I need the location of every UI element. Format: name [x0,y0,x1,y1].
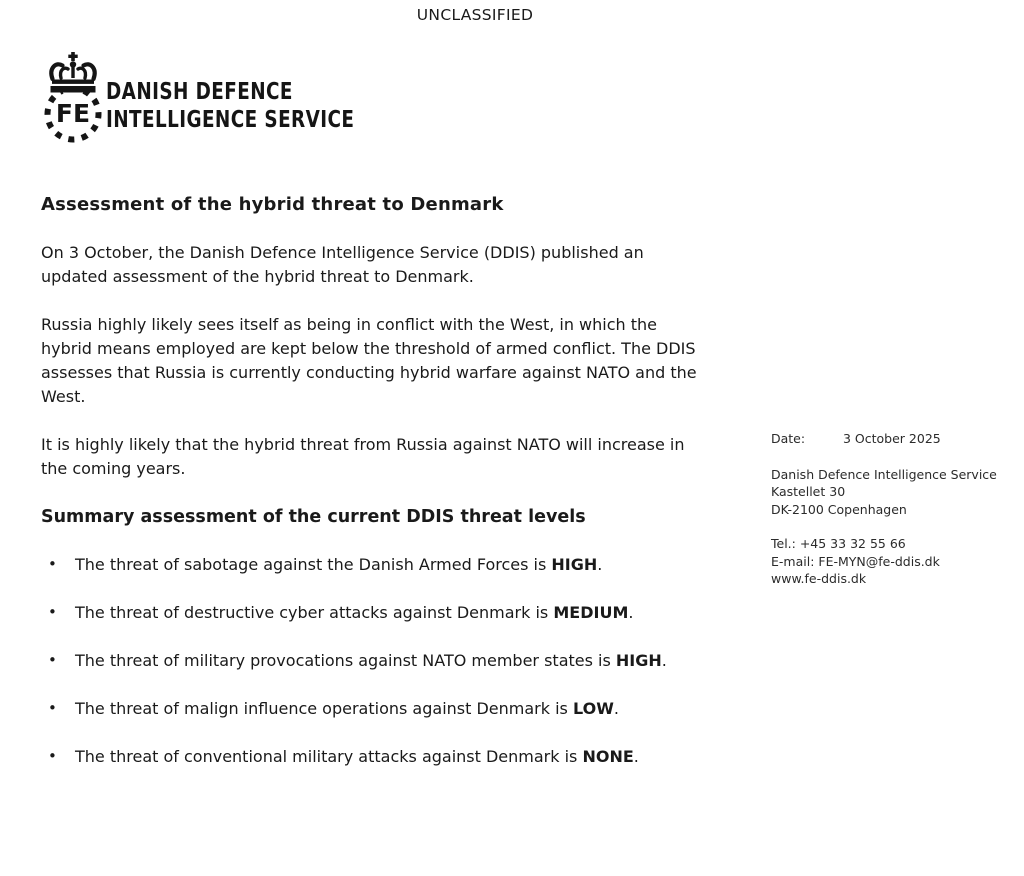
threat-level: MEDIUM [553,603,629,622]
threat-text: The threat of conventional military attacks against Denmark is NONE. [75,747,639,766]
threat-list-item [41,601,699,625]
threat-level: NONE [582,747,634,766]
bullet-icon: • [48,651,57,669]
paragraph: It is highly likely that the hybrid threat from Russia against NATO will increase in the coming years. [41,435,685,478]
bullet-icon: • [48,603,57,621]
address-line: DK-2100 Copenhagen [771,501,907,517]
threat-text: The threat of destructive cyber attacks against Denmark is MEDIUM. [75,603,634,622]
paragraph: On 3 October, the Danish Defence Intelligence Service (DDIS) published an updated assessment of the hybrid threat to Denmark. [41,243,644,286]
threat-text: The threat of sabotage against the Danish Armed Forces is HIGH. [75,555,603,574]
document-body [41,193,699,769]
threat-list-item [41,697,699,721]
logo-wordmark [106,79,354,134]
body-paragraphs [41,241,699,481]
threat-list-item [41,553,699,577]
address-line: Danish Defence Intelligence Service [771,466,997,482]
bullet-icon: • [48,555,57,573]
date-label: Date: [771,431,806,446]
bullet-icon: • [48,747,57,765]
threat-level: HIGH [615,651,662,670]
date-row [771,430,1006,448]
contact-block [771,535,1006,588]
info-panel [771,430,1006,588]
website-line: www.fe-ddis.dk [771,571,867,586]
phone-line: Tel.: +45 33 32 55 66 [771,536,906,551]
ddis-logo [40,52,400,147]
threat-text: The threat of military provocations against NATO member states is HIGH. [75,651,667,670]
email-line: E-mail: FE-MYN@fe-ddis.dk [771,553,940,569]
threat-list-item [41,745,699,769]
page-title: Assessment of the hybrid threat to Denmark [41,194,504,215]
fe-emblem-icon [40,52,106,144]
fe-monogram: FE [55,99,91,128]
date-value: 3 October 2025 [843,431,941,446]
crown-icon [68,52,77,78]
logo-line1: DANISH DEFENCE [106,79,293,105]
classification-banner: UNCLASSIFIED [416,6,534,24]
logo-line2: INTELLIGENCE SERVICE [106,106,355,133]
summary-heading: Summary assessment of the current DDIS threat levels [41,507,586,527]
paragraph: Russia highly likely sees itself as being in conflict with the West, in which the hybrid means employed are kept below the threshold of armed conflict. The DDIS assesses that Russia is currently conducting hybrid warfare against NATO and the West. [41,315,697,406]
threat-level: HIGH [551,555,598,574]
bullet-icon: • [48,699,57,717]
threat-list [41,553,699,769]
address-line: Kastellet 30 [771,484,846,499]
threat-list-item [41,649,699,673]
threat-text: The threat of malign influence operations against Denmark is LOW. [75,699,619,718]
threat-level: LOW [572,699,614,718]
address-block [771,466,1006,519]
